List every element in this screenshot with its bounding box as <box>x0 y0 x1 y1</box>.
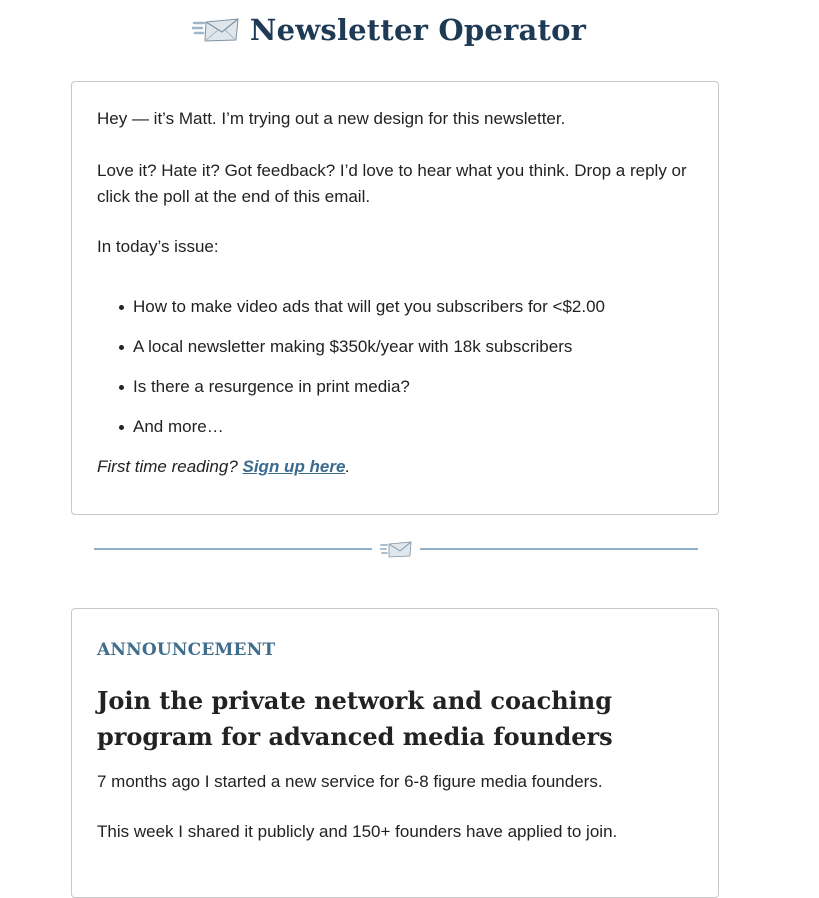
newsletter-header <box>0 10 778 50</box>
intro-card <box>71 81 719 515</box>
envelope-icon <box>380 539 412 559</box>
divider-line-right <box>420 548 698 550</box>
newsletter-title: Newsletter Operator <box>249 13 587 47</box>
announcement-headline: Join the private network and coaching program for advanced media founders <box>97 686 613 751</box>
todays-issue-label: In today’s issue: <box>97 237 219 256</box>
announcement-body-2: This week I shared it publicly and 150+ founders have applied to join. <box>97 822 618 841</box>
envelope-icon <box>192 16 240 44</box>
announcement-eyebrow: ANNOUNCEMENT <box>97 640 276 660</box>
first-time-suffix: . <box>345 457 351 476</box>
list-item: A local newsletter making $350k/year with 18k subscribers <box>133 334 693 360</box>
announcement-body-1: 7 months ago I started a new service for 6-8 figure media founders. <box>97 772 603 791</box>
intro-feedback: Love it? Hate it? Got feedback? I’d love to hear what you think. Drop a reply or click the poll at the end of this email. <box>97 161 687 206</box>
intro-greeting: Hey — it’s Matt. I’m trying out a new design for this newsletter. <box>97 109 566 128</box>
announcement-card <box>71 608 719 898</box>
list-item: And more… <box>133 414 693 440</box>
first-time-line <box>97 454 693 480</box>
divider-line-left <box>94 548 372 550</box>
signup-link[interactable]: Sign up here <box>242 457 346 476</box>
list-item: Is there a resurgence in print media? <box>133 374 693 400</box>
issue-list <box>97 294 693 440</box>
first-time-prefix: First time reading? <box>97 457 243 476</box>
list-item: How to make video ads that will get you subscribers for <$2.00 <box>133 294 693 320</box>
section-divider <box>94 538 698 560</box>
